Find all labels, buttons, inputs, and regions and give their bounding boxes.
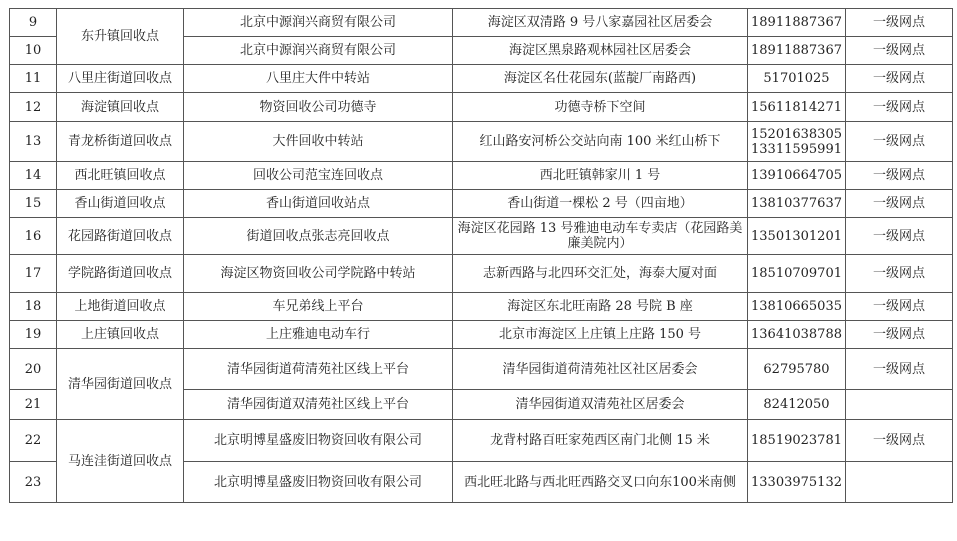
row-number-cell: 13	[10, 122, 57, 162]
level-cell: 一级网点	[845, 122, 952, 162]
phone-number: 13501301201	[751, 228, 842, 244]
table-row	[10, 93, 953, 122]
phone-number: 18911887367	[751, 43, 842, 58]
table-row	[10, 9, 953, 37]
address-cell: 龙背村路百旺家苑西区南门北侧 15 米	[453, 420, 748, 462]
area-cell: 花园路街道回收点	[57, 218, 184, 255]
address-cell: 北京市海淀区上庄镇上庄路 150 号	[453, 321, 748, 349]
table-row	[10, 321, 953, 349]
level-cell: 一级网点	[845, 420, 952, 462]
point-name-cell: 车兄弟线上平台	[184, 293, 453, 321]
phone-number: 18519023781	[751, 433, 842, 448]
level-cell: 一级网点	[845, 190, 952, 218]
row-number-cell: 16	[10, 218, 57, 255]
address-cell: 清华园街道双清苑社区居委会	[453, 390, 748, 420]
table-row	[10, 293, 953, 321]
row-number-cell: 18	[10, 293, 57, 321]
phone-cell	[748, 190, 846, 218]
point-name-cell: 大件回收中转站	[184, 122, 453, 162]
address-cell: 志新西路与北四环交汇处，海泰大厦对面	[453, 255, 748, 293]
table-row	[10, 65, 953, 93]
level-cell: 一级网点	[845, 218, 952, 255]
phone-cell	[748, 65, 846, 93]
area-cell: 上庄镇回收点	[57, 321, 184, 349]
phone-cell	[748, 218, 846, 255]
phone-number: 13910664705	[751, 168, 842, 183]
point-name-cell: 香山街道回收站点	[184, 190, 453, 218]
phone-number: 51701025	[763, 71, 830, 86]
phone-cell	[748, 349, 846, 390]
row-number-cell: 22	[10, 420, 57, 462]
level-cell	[845, 390, 952, 420]
point-name-cell: 回收公司范宝连回收点	[184, 162, 453, 190]
point-name-cell: 街道回收点张志亮回收点	[184, 218, 453, 255]
row-number-cell: 10	[10, 37, 57, 65]
address-cell: 海淀区名仕花园东(蓝靛厂南路西)	[453, 65, 748, 93]
table-row	[10, 218, 953, 255]
phone-number: 62795780	[763, 361, 830, 377]
row-number-cell: 9	[10, 9, 57, 37]
level-cell: 一级网点	[845, 255, 952, 293]
area-cell: 上地街道回收点	[57, 293, 184, 321]
point-name-cell: 清华园街道双清苑社区线上平台	[184, 390, 453, 420]
row-number-cell: 15	[10, 190, 57, 218]
recycling-points-table	[9, 8, 953, 503]
level-cell	[845, 462, 952, 503]
phone-cell	[748, 293, 846, 321]
phone-number: 13311595991	[751, 141, 842, 157]
phone-cell	[748, 122, 846, 162]
table-row	[10, 122, 953, 162]
table-body	[10, 9, 953, 503]
phone-cell	[748, 93, 846, 122]
row-number-cell: 12	[10, 93, 57, 122]
phone-cell	[748, 420, 846, 462]
address-cell: 海淀区双清路 9 号八家嘉园社区居委会	[453, 9, 748, 37]
level-cell: 一级网点	[845, 349, 952, 390]
address-cell: 红山路安河桥公交站向南 100 米红山桥下	[453, 122, 748, 162]
address-cell: 海淀区黑泉路观林园社区居委会	[453, 37, 748, 65]
area-cell: 海淀镇回收点	[57, 93, 184, 122]
address-cell: 海淀区东北旺南路 28 号院 B 座	[453, 293, 748, 321]
phone-cell	[748, 37, 846, 65]
address-cell: 西北旺镇韩家川 1 号	[453, 162, 748, 190]
address-cell: 西北旺北路与西北旺西路交叉口向东100米南侧	[453, 462, 748, 503]
point-name-cell: 北京明博星盛废旧物资回收有限公司	[184, 420, 453, 462]
level-cell: 一级网点	[845, 9, 952, 37]
row-number-cell: 19	[10, 321, 57, 349]
point-name-cell: 上庄雅迪电动车行	[184, 321, 453, 349]
phone-number: 13810377637	[751, 196, 842, 211]
phone-number: 82412050	[763, 397, 830, 412]
area-cell: 西北旺镇回收点	[57, 162, 184, 190]
table-row	[10, 190, 953, 218]
area-cell: 马连洼街道回收点	[57, 420, 184, 503]
row-number-cell: 17	[10, 255, 57, 293]
phone-cell	[748, 9, 846, 37]
address-cell: 海淀区花园路 13 号雅迪电动车专卖店（花园路美廉美院内）	[453, 218, 748, 255]
phone-number: 15201638305	[751, 126, 842, 142]
area-cell: 学院路街道回收点	[57, 255, 184, 293]
area-cell: 清华园街道回收点	[57, 349, 184, 420]
phone-number: 13303975132	[751, 474, 842, 490]
area-cell: 香山街道回收点	[57, 190, 184, 218]
point-name-cell: 北京中源润兴商贸有限公司	[184, 37, 453, 65]
point-name-cell: 清华园街道荷清苑社区线上平台	[184, 349, 453, 390]
point-name-cell: 八里庄大件中转站	[184, 65, 453, 93]
phone-number: 18510709701	[751, 266, 842, 281]
phone-number: 15611814271	[751, 99, 842, 115]
row-number-cell: 21	[10, 390, 57, 420]
row-number-cell: 20	[10, 349, 57, 390]
row-number-cell: 23	[10, 462, 57, 503]
phone-cell	[748, 255, 846, 293]
area-cell: 八里庄街道回收点	[57, 65, 184, 93]
level-cell: 一级网点	[845, 37, 952, 65]
address-cell: 功德寺桥下空间	[453, 93, 748, 122]
phone-cell	[748, 390, 846, 420]
phone-cell	[748, 462, 846, 503]
level-cell: 一级网点	[845, 162, 952, 190]
area-cell: 东升镇回收点	[57, 9, 184, 65]
address-cell: 香山街道一棵松 2 号（四亩地）	[453, 190, 748, 218]
table-row	[10, 349, 953, 390]
point-name-cell: 北京中源润兴商贸有限公司	[184, 9, 453, 37]
level-cell: 一级网点	[845, 65, 952, 93]
address-cell: 清华园街道荷清苑社区社区居委会	[453, 349, 748, 390]
level-cell: 一级网点	[845, 293, 952, 321]
level-cell: 一级网点	[845, 321, 952, 349]
phone-number: 13641038788	[751, 327, 842, 342]
table-row	[10, 420, 953, 462]
point-name-cell: 物资回收公司功德寺	[184, 93, 453, 122]
phone-cell	[748, 321, 846, 349]
table-row	[10, 162, 953, 190]
point-name-cell: 北京明博星盛废旧物资回收有限公司	[184, 462, 453, 503]
row-number-cell: 14	[10, 162, 57, 190]
phone-number: 18911887367	[751, 15, 842, 30]
point-name-cell: 海淀区物资回收公司学院路中转站	[184, 255, 453, 293]
row-number-cell: 11	[10, 65, 57, 93]
phone-cell	[748, 162, 846, 190]
level-cell: 一级网点	[845, 93, 952, 122]
phone-number: 13810665035	[751, 299, 842, 314]
table-row	[10, 255, 953, 293]
area-cell: 青龙桥街道回收点	[57, 122, 184, 162]
